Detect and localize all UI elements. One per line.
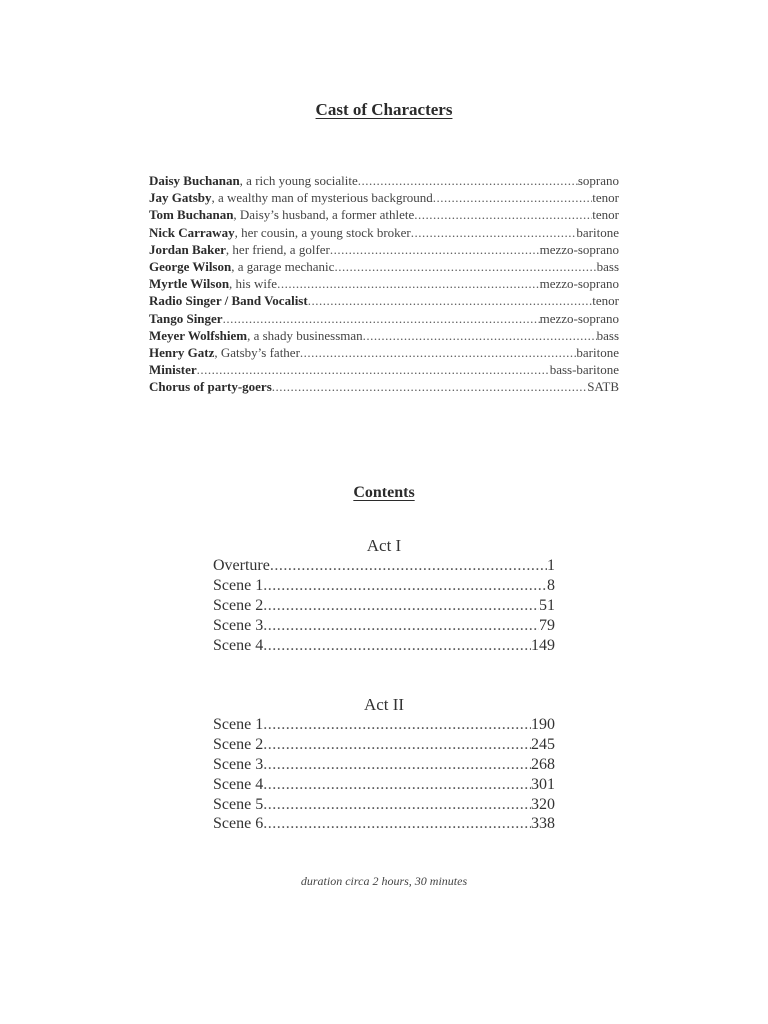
voice-type: baritone: [576, 344, 619, 360]
toc-page-number: 301: [531, 775, 555, 793]
cast-list: [149, 172, 619, 395]
toc-entry: [213, 735, 555, 755]
toc-page-number: 1: [547, 557, 555, 574]
dot-leader: [263, 795, 531, 815]
character-name: Daisy Buchanan: [149, 173, 240, 188]
character-name: Minister: [149, 362, 197, 378]
act2-toc-list: [213, 715, 555, 834]
voice-type: mezzo-soprano: [539, 310, 619, 326]
toc-page-number: 338: [531, 815, 555, 833]
character-name: Nick Carraway: [149, 224, 235, 240]
duration-note: duration circa 2 hours, 30 minutes: [300, 874, 468, 888]
dot-leader: [263, 715, 531, 735]
character-name: Jay Gatsby: [149, 190, 212, 206]
character-description: , her friend, a golfer: [225, 241, 330, 257]
character-description: , a wealthy man of mysterious background: [211, 190, 433, 206]
character-name: Jordan Baker: [149, 241, 226, 257]
character-description: , his wife: [229, 276, 278, 292]
character-description: , a rich young socialite: [239, 173, 358, 188]
character-name: Chorus of party-goers: [149, 379, 272, 395]
cast-of-characters-title: Cast of Characters: [315, 100, 453, 119]
character-description: , Daisy’s husband, a former athlete: [233, 207, 415, 223]
cast-row: [149, 224, 619, 241]
voice-type: mezzo-soprano: [539, 241, 619, 257]
voice-type: tenor: [592, 293, 619, 309]
act-heading: Act I: [366, 536, 402, 555]
toc-entry: [213, 775, 555, 795]
dot-leader: [334, 258, 596, 275]
cast-row: [149, 310, 619, 327]
dot-leader: [263, 755, 531, 775]
dot-leader: [300, 344, 577, 361]
dot-leader: [263, 616, 539, 636]
cast-row: [149, 378, 619, 395]
dot-leader: [197, 361, 550, 378]
voice-type: tenor: [592, 207, 619, 223]
voice-type: tenor: [592, 190, 619, 206]
toc-entry: [213, 616, 555, 636]
voice-type: bass-baritone: [549, 362, 619, 378]
dot-leader: [263, 636, 531, 656]
toc-entry-label: Scene 4: [213, 775, 264, 793]
character-description: , a garage mechanic: [231, 258, 335, 274]
dot-leader: [330, 241, 540, 258]
dot-leader: [223, 310, 540, 327]
toc-page-number: 245: [531, 735, 555, 753]
toc-entry-label: Scene 4: [213, 636, 264, 654]
cast-row: [149, 275, 619, 292]
dot-leader: [263, 596, 539, 616]
cast-row: [149, 344, 619, 361]
toc-page-number: 320: [531, 795, 555, 813]
toc-entry-label: Overture: [213, 557, 270, 574]
character-description: , Gatsby’s father: [214, 344, 300, 360]
cast-row: [149, 361, 619, 378]
contents-title: Contents: [353, 484, 415, 501]
cast-row: [149, 206, 619, 223]
toc-entry: [213, 795, 555, 815]
toc-entry-label: Scene 2: [213, 735, 264, 753]
voice-type: bass: [596, 258, 619, 274]
voice-type: bass: [596, 327, 619, 343]
toc-entry-label: Scene 6: [213, 815, 264, 833]
dot-leader: [433, 189, 592, 206]
toc-page-number: 8: [547, 576, 555, 594]
act-heading: Act II: [363, 695, 405, 714]
dot-leader: [263, 735, 531, 755]
toc-page-number: 79: [539, 616, 555, 634]
character-description: , her cousin, a young stock broker: [234, 224, 411, 240]
dot-leader: [411, 224, 577, 241]
character-name: Myrtle Wilson: [149, 276, 230, 292]
toc-page-number: 51: [539, 596, 555, 614]
toc-page-number: 268: [531, 755, 555, 773]
toc-entry: [213, 596, 555, 616]
dot-leader: [358, 172, 578, 189]
character-name: Tango Singer: [149, 310, 223, 326]
dot-leader: [308, 292, 593, 309]
toc-entry-label: Scene 2: [213, 596, 264, 614]
toc-entry-label: Scene 3: [213, 755, 264, 773]
cast-row: [149, 172, 619, 189]
dot-leader: [263, 775, 531, 795]
character-name: Radio Singer / Band Vocalist: [149, 293, 308, 309]
toc-page-number: 149: [531, 636, 555, 654]
dot-leader: [277, 275, 540, 292]
character-name: Meyer Wolfshiem: [149, 327, 248, 343]
toc-entry: [213, 755, 555, 775]
toc-entry: [213, 556, 555, 576]
toc-entry: [213, 576, 555, 596]
toc-entry: [213, 715, 555, 735]
cast-row: [149, 292, 619, 309]
cast-row: [149, 327, 619, 344]
act1-toc-list: [213, 556, 555, 655]
cast-row: [149, 189, 619, 206]
dot-leader: [272, 378, 587, 395]
dot-leader: [263, 814, 531, 834]
dot-leader: [263, 576, 547, 596]
cast-row: [149, 241, 619, 258]
cast-row: [149, 258, 619, 275]
voice-type: soprano: [577, 173, 619, 188]
toc-entry: [213, 814, 555, 834]
toc-entry-label: Scene 1: [213, 576, 264, 594]
toc-page-number: 190: [531, 716, 555, 733]
character-description: , a shady businessman: [247, 327, 363, 343]
character-name: Henry Gatz: [149, 344, 215, 360]
character-name: George Wilson: [149, 258, 232, 274]
toc-entry-label: Scene 5: [213, 795, 264, 813]
dot-leader: [363, 327, 597, 344]
character-name: Tom Buchanan: [149, 207, 234, 223]
toc-entry-label: Scene 3: [213, 616, 264, 634]
voice-type: baritone: [576, 224, 619, 240]
toc-entry-label: Scene 1: [213, 716, 264, 733]
voice-type: mezzo-soprano: [539, 276, 619, 292]
dot-leader: [270, 556, 547, 576]
toc-entry: [213, 636, 555, 656]
voice-type: SATB: [587, 379, 619, 395]
dot-leader: [414, 206, 592, 223]
